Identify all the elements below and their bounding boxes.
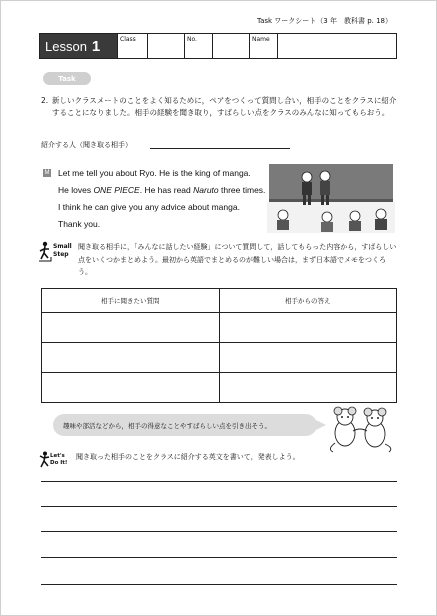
question-cell[interactable] [42,313,220,343]
answer-cell[interactable] [219,343,397,373]
instruction-text: 新しいクラスメートのことをよく知るために，ペアをつくって質問し合い，相手のことをクラスに紹介することになりました。相手の経験を聞き取り，すばらしい点をクラスのみんなに知ってもらおう。 [52,96,397,117]
header-bar [39,33,397,59]
answer-cell[interactable] [219,373,397,403]
small-step-label: Small Step [53,243,72,258]
model-mark-icon: M [44,169,50,176]
name-label: Name [249,34,277,58]
small-step-text: 聞き取る相手に，「みんなに話したい経験」について質問して，話してもらった内容から，すばらしい点をいくつかまとめよう。最初から英語でまとめるのが難しい場合は，まず日本語でメモをつくろう。 [78,243,397,276]
no-label: No. [184,34,212,58]
writing-line[interactable] [41,584,397,585]
model-line: He loves ONE PIECE. He has read Naruto three times. [58,185,266,195]
question-answer-table [41,288,397,403]
table-header-answers: 相手からの答え [219,289,397,313]
class-field[interactable] [147,34,184,58]
no-field[interactable] [212,34,249,58]
worksheet-reference: Task ワークシート（3 年 教科書 p. 18） [256,17,392,25]
answer-cell[interactable] [219,313,397,343]
lesson-word: Lesson [45,38,87,54]
model-line: I think he can give you any advice about manga. [58,202,240,212]
model-line: Thank you. [58,219,101,229]
table-header-questions: 相手に聞きたい質問 [42,289,220,313]
task-badge: Task [43,72,91,85]
writing-line[interactable] [41,531,397,532]
intro-answer-line[interactable] [150,148,290,149]
writing-line[interactable] [41,481,397,482]
lets-do-it-label: Let's Do It! [50,453,68,466]
instruction-paragraph [41,95,401,119]
instruction-number: 2. [41,96,49,105]
table-row [42,343,397,373]
table-row [42,313,397,343]
intro-label: 紹介する人（聞き取る相手） [41,141,132,149]
class-label: Class [117,34,147,58]
mice-illustration [323,403,399,453]
writing-line[interactable] [41,506,397,507]
model-dialogue [43,165,265,233]
table-row [42,373,397,403]
question-cell[interactable] [42,373,220,403]
model-line: Let me tell you about Ryo. He is the king of manga. [58,168,251,178]
classroom-illustration [267,161,395,233]
lesson-number: 1 [91,37,101,55]
writing-line[interactable] [41,557,397,558]
question-cell[interactable] [42,343,220,373]
name-field[interactable] [277,34,396,58]
lets-do-it-text: 聞き取った相手のことをクラスに紹介する英文を書いて，発表しよう。 [76,453,300,461]
hint-bubble: 趣味や部活などから，相手の得意なことやすばらしい点を引き出そう。 [53,414,317,436]
lesson-title [40,34,117,58]
